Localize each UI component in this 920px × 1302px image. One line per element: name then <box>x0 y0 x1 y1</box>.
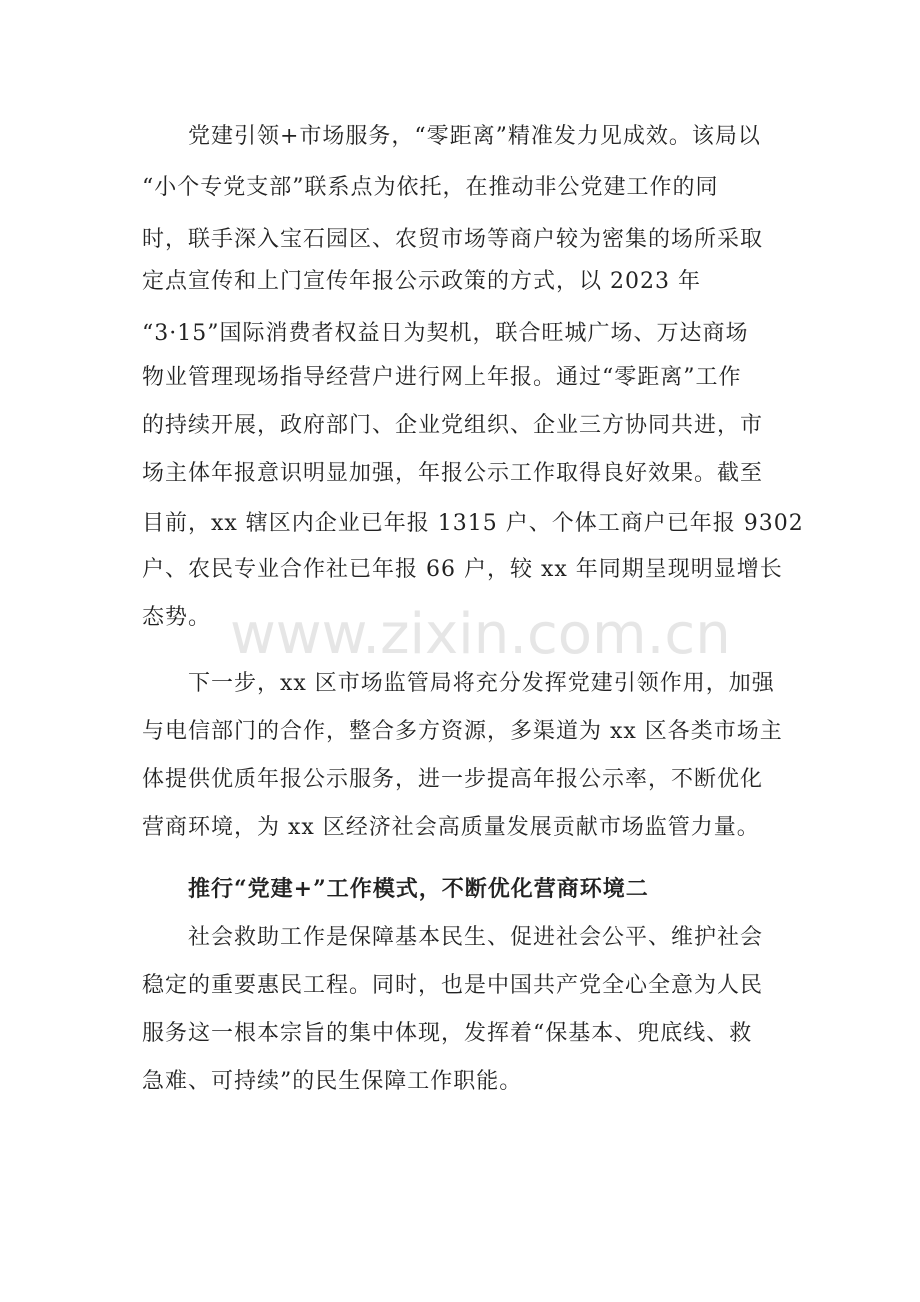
paragraph-1-line-3: 时，联手深入宝石园区、农贸市场等商户较为密集的场所采取 <box>142 227 764 252</box>
paragraph-1-line-4: 定点宣传和上门宣传年报公示政策的方式，以 2023 年 <box>142 269 701 294</box>
paragraph-2-line-3: 体提供优质年报公示服务，进一步提高年报公示率，不断优化 <box>142 767 764 792</box>
paragraph-1-line-1: 党建引领+市场服务，“零距离”精准发力见成效。该局以 <box>188 124 761 149</box>
paragraph-2-line-1: 下一步，xx 区市场监管局将充分发挥党建引领作用，加强 <box>188 671 775 696</box>
paragraph-1-line-7: 的持续开展，政府部门、企业党组织、企业三方协同共进，市 <box>142 413 764 438</box>
section-heading: 推行“党建+”工作模式，不断优化营商环境二 <box>188 876 649 902</box>
paragraph-3-line-1: 社会救助工作是保障基本民生、促进社会公平、维护社会 <box>188 925 764 950</box>
paragraph-1-line-9: 目前，xx 辖区内企业已年报 1315 户、个体工商户已年报 9302 <box>142 511 804 536</box>
paragraph-1-line-8: 场主体年报意识明显加强，年报公示工作取得良好效果。截至 <box>142 461 764 486</box>
watermark: www.zixin.com.cn <box>230 602 731 667</box>
paragraph-3-line-3: 服务这一根本宗旨的集中体现，发挥着“保基本、兜底线、救 <box>142 1021 753 1046</box>
paragraph-2-line-2: 与电信部门的合作，整合多方资源，多渠道为 xx 区各类市场主 <box>142 719 783 744</box>
paragraph-1-line-6: 物业管理现场指导经营户进行网上年报。通过“零距离”工作 <box>142 365 742 390</box>
paragraph-3-line-2: 稳定的重要惠民工程。同时，也是中国共产党全心全意为人民 <box>142 973 764 998</box>
paragraph-1-line-11: 态势。 <box>142 605 212 630</box>
paragraph-1-line-10: 户、农民专业合作社已年报 66 户，较 xx 年同期呈现明显增长 <box>142 557 783 582</box>
paragraph-3-line-4: 急难、可持续”的民生保障工作职能。 <box>142 1069 523 1094</box>
paragraph-2-line-4: 营商环境，为 xx 区经济社会高质量发展贡献市场监管力量。 <box>142 815 760 840</box>
paragraph-1-line-2: “小个专党支部”联系点为依托，在推动非公党建工作的同 <box>142 175 719 200</box>
paragraph-1-line-5: “3·15”国际消费者权益日为契机，联合旺城广场、万达商场 <box>142 321 749 346</box>
